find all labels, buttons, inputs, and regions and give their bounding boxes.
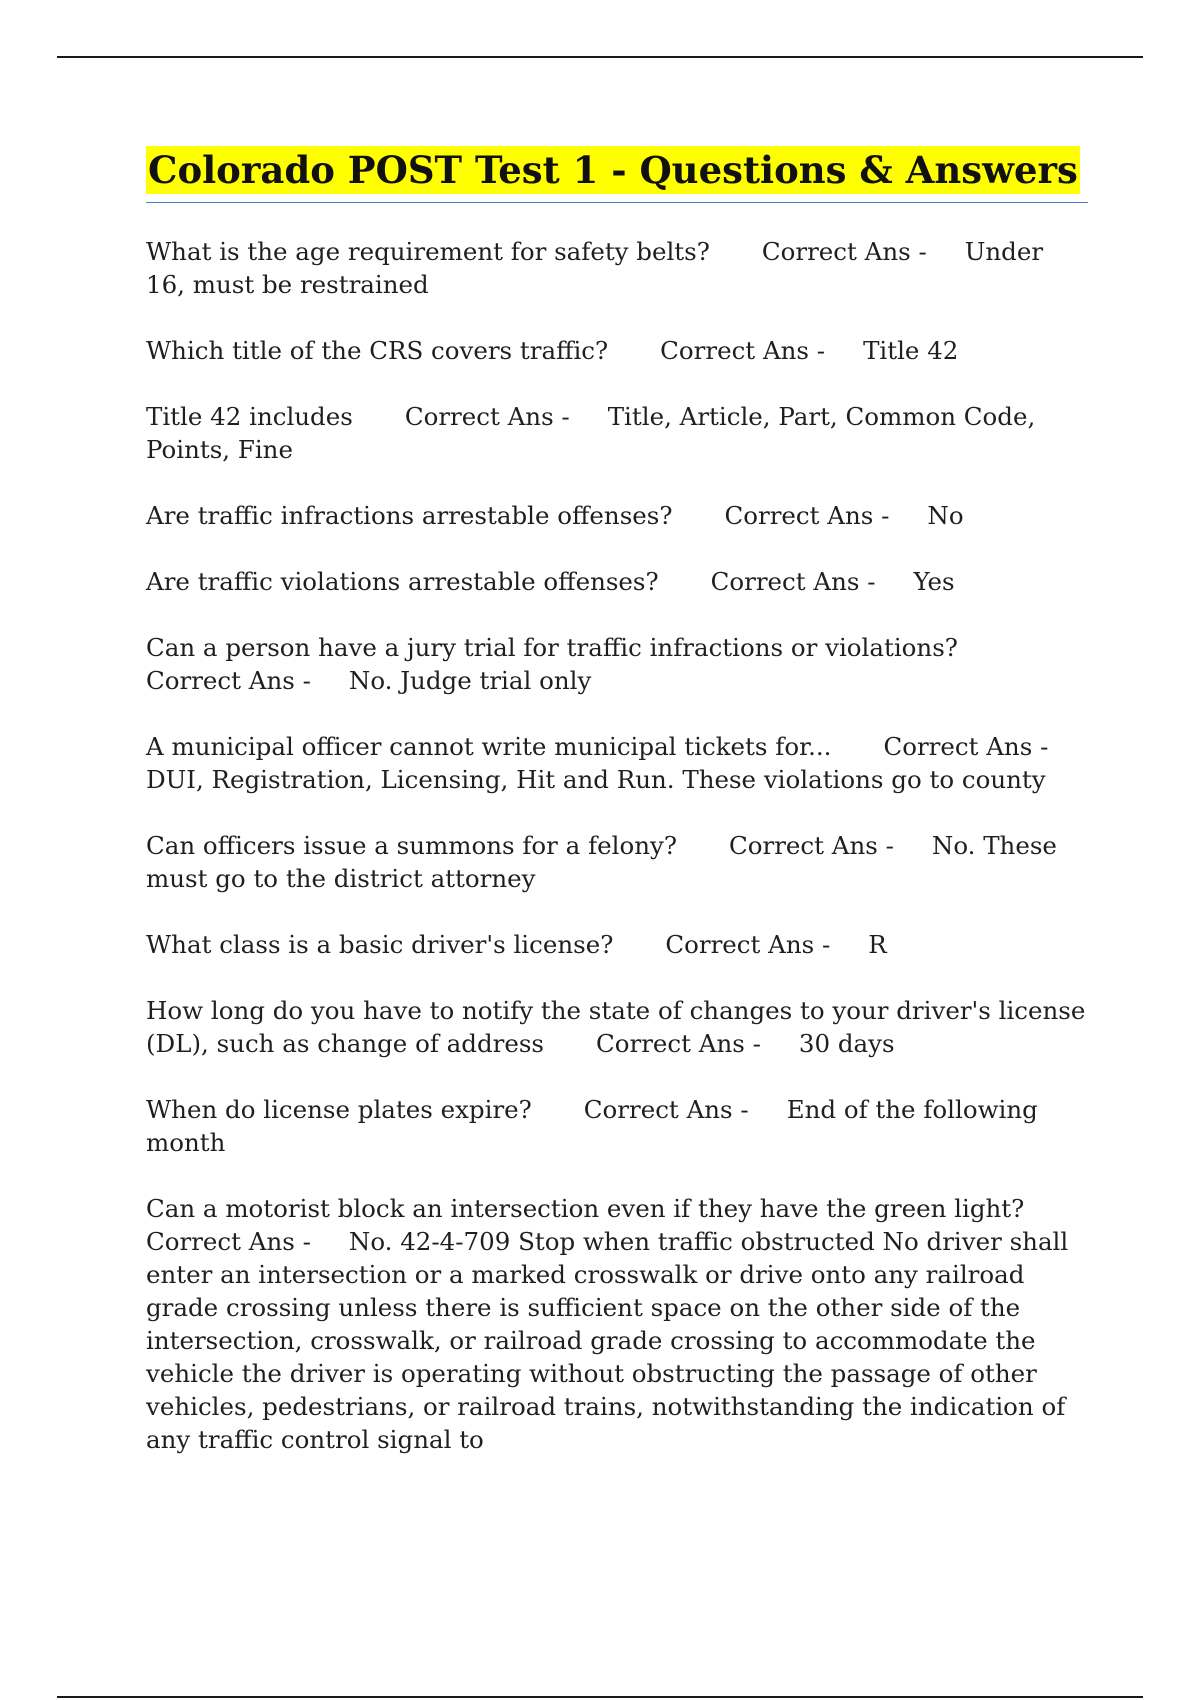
answer-label: Correct Ans - — [583, 1095, 749, 1124]
qa-item — [146, 631, 1088, 697]
qa-item — [146, 565, 1088, 598]
answer-text: R — [868, 930, 887, 959]
answer-text: End of the following month — [146, 1095, 1038, 1157]
answer-label: Correct Ans - — [710, 567, 876, 596]
answer-label: Correct Ans - — [761, 237, 927, 266]
header-rule — [57, 56, 1143, 58]
qa-item — [146, 499, 1088, 532]
answer-label: Correct Ans - — [146, 1227, 311, 1256]
qa-item — [146, 829, 1088, 895]
question-text: Title 42 includes — [146, 402, 353, 431]
answer-label: Correct Ans - — [665, 930, 831, 959]
question-text: When do license plates expire? — [146, 1095, 532, 1124]
answer-label: Correct Ans - — [596, 1029, 761, 1058]
question-text: Can a motorist block an intersection even if they have the green light? — [146, 1194, 1025, 1223]
answer-text: No. 42-4-709 Stop when traffic obstructed No driver shall enter an intersection or a marked crosswalk or drive onto any railroad grade crossing unless there is sufficient space on the other side of the intersection, crosswalk, or railroad grade crossing to accommodate the vehicle the driver is operating without obstructing the passage of other vehicles, pedestrians, or railroad trains, notwithstanding the indication of any traffic control signal to — [146, 1227, 1069, 1454]
question-text: Are traffic infractions arrestable offenses? — [146, 501, 673, 530]
qa-item — [146, 334, 1088, 367]
answer-label: Correct Ans - — [724, 501, 890, 530]
answer-label: Correct Ans - — [404, 402, 570, 431]
question-text: Are traffic violations arrestable offenses? — [146, 567, 659, 596]
qa-item — [146, 400, 1088, 466]
answer-text: Title, Article, Part, Common Code, Points, Fine — [146, 402, 1036, 464]
question-text: Which title of the CRS covers traffic? — [146, 336, 609, 365]
footer-rule — [57, 1696, 1143, 1698]
answer-label: Correct Ans - — [660, 336, 826, 365]
answer-text: 30 days — [798, 1029, 895, 1058]
question-text: What is the age requirement for safety belts? — [146, 237, 710, 266]
qa-item — [146, 928, 1088, 961]
answer-label: Correct Ans - — [146, 666, 311, 695]
answer-text: DUI, Registration, Licensing, Hit and Run. These violations go to county — [146, 765, 1046, 794]
answer-text: No. These must go to the district attorney — [146, 831, 1057, 893]
answer-label: Correct Ans - — [728, 831, 894, 860]
document-body — [146, 146, 1088, 1489]
answer-text: Title 42 — [863, 336, 959, 365]
document-title: Colorado POST Test 1 - Questions & Answers — [148, 148, 1078, 192]
answer-text: Under 16, must be restrained — [146, 237, 1044, 299]
qa-item — [146, 1093, 1088, 1159]
answer-label: Correct Ans - — [883, 732, 1049, 761]
question-text: How long do you have to notify the state of changes to your driver's license (DL), such as change of address — [146, 996, 1086, 1058]
question-text: Can officers issue a summons for a felony? — [146, 831, 677, 860]
qa-item — [146, 1192, 1088, 1456]
title-block — [146, 146, 1088, 203]
answer-text: Yes — [913, 567, 955, 596]
qa-item — [146, 994, 1088, 1060]
qa-item — [146, 730, 1088, 796]
question-text: A municipal officer cannot write municipal tickets for... — [146, 732, 832, 761]
answer-text: No. Judge trial only — [348, 666, 592, 695]
question-text: What class is a basic driver's license? — [146, 930, 614, 959]
qa-item — [146, 235, 1088, 301]
answer-text: No — [927, 501, 964, 530]
question-text: Can a person have a jury trial for traffic infractions or violations? — [146, 633, 958, 662]
